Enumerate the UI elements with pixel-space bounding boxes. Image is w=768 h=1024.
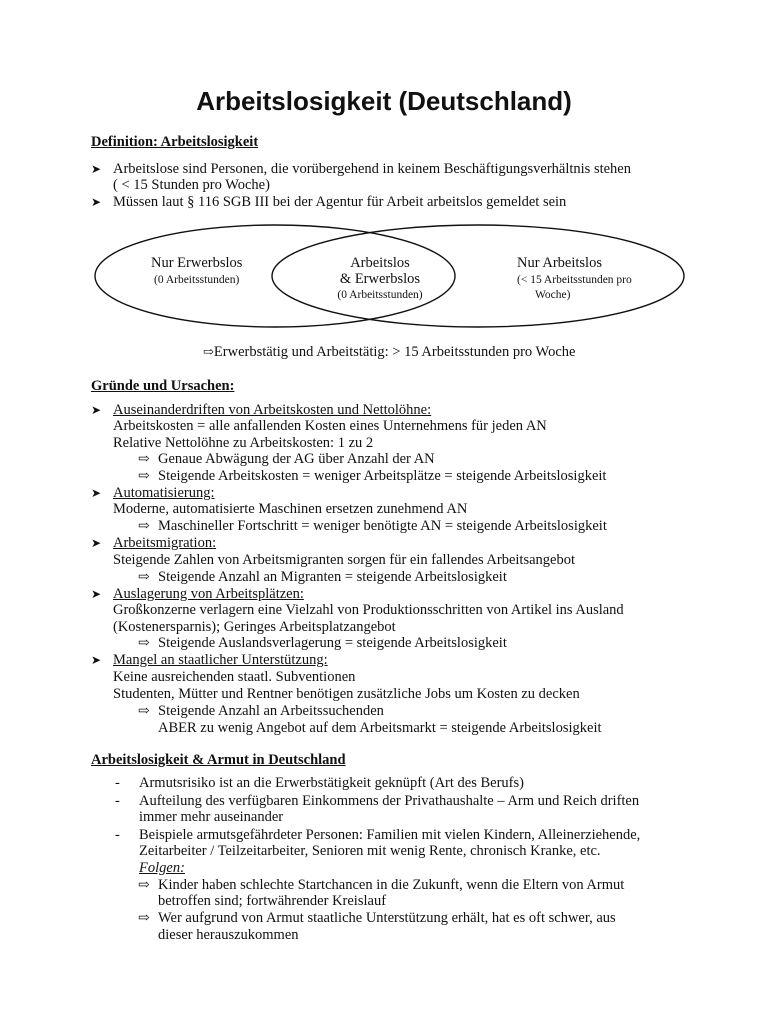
text-line: Steigende Zahlen von Arbeitsmigranten sorgen für ein fallendes Arbeitsangebot (113, 552, 575, 568)
list-item: - Beispiele armutsgefährdeter Personen: Familien mit vielen Kindern, Alleinerziehende, (115, 827, 641, 843)
venn-mid-label-2: & Erwerbslos (339, 271, 421, 287)
list-item: ➤ Arbeitslose sind Personen, die vorübergehend in keinem Beschäftigungsverhältnis stehen (91, 161, 631, 177)
list-item: ➤ Arbeitsmigration: (91, 535, 217, 551)
bullet-arrow-icon: ➤ (91, 587, 102, 601)
arrow-right-icon: ⇨ (203, 344, 214, 359)
armut-heading: Arbeitslosigkeit & Armut in Deutschland (91, 752, 346, 768)
definition-heading: Definition: Arbeitslosigkeit (91, 134, 259, 150)
list-item: ➤ Mangel an staatlicher Unterstützung: (91, 652, 328, 668)
sub-item: ⇨ Maschineller Fortschritt = weniger benötigte AN = steigende Arbeitslosigkeit (138, 518, 607, 534)
text-line: Großkonzerne verlagern eine Vielzahl von Produktionsschritten von Artikel ins Ausland (113, 602, 624, 618)
text-line: Studenten, Mütter und Rentner benötigen zusätzliche Jobs um Kosten zu decken (113, 686, 580, 702)
text-line: Relative Nettolöhne zu Arbeitskosten: 1 zu 2 (113, 435, 374, 451)
page-title: Arbeitslosigkeit (Deutschland) (196, 86, 572, 116)
folgen-label: Folgen: (139, 860, 185, 876)
text-line: Moderne, automatisierte Maschinen ersetzen zunehmend AN (113, 501, 468, 517)
arrow-right-icon: ⇨ (138, 636, 150, 651)
arrow-right-icon: ⇨ (138, 570, 150, 585)
list-item: ➤ Auseinanderdriften von Arbeitskosten und Nettolöhne: (91, 402, 432, 418)
sub-item: ⇨ Wer aufgrund von Armut staatliche Unterstützung erhält, hat es oft schwer, aus (138, 910, 616, 926)
arrow-right-icon: ⇨ (138, 878, 150, 893)
gruende-heading: Gründe und Ursachen: (91, 378, 235, 394)
list-item: ➤ Automatisierung: (91, 485, 215, 501)
text-line: betroffen sind; fortwährender Kreislauf (158, 893, 387, 909)
sub-item: ⇨ Steigende Arbeitskosten = weniger Arbeitsplätze = steigende Arbeitslosigkeit (138, 468, 607, 484)
venn-right-label: Nur Arbeitslos (517, 255, 602, 271)
bullet-arrow-icon: ➤ (91, 195, 102, 209)
sub-item: ⇨ Genaue Abwägung der AG über Anzahl der AN (138, 451, 435, 467)
text-line: Zeitarbeiter / Teilzeitarbeiter, Senioren mit wenig Rente, chronisch Kranke, etc. (139, 843, 601, 859)
list-item-continuation: ( < 15 Stunden pro Woche) (113, 177, 270, 193)
bullet-arrow-icon: ➤ (91, 486, 102, 500)
text-line: dieser herauszukommen (158, 927, 299, 943)
text-line: (Kostenersparnis); Geringes Arbeitsplatzangebot (113, 619, 396, 635)
arrow-right-icon: ⇨ (138, 519, 150, 534)
bullet-arrow-icon: ➤ (91, 162, 102, 176)
venn-left-label: Nur Erwerbslos (151, 255, 243, 271)
arrow-right-icon: ⇨ (138, 452, 150, 467)
list-item: - Aufteilung des verfügbaren Einkommens der Privathaushalte – Arm und Reich driften (115, 793, 640, 809)
sub-item: ⇨ Kinder haben schlechte Startchancen in die Zukunft, wenn die Eltern von Armut (138, 877, 625, 893)
arrow-right-icon: ⇨ (138, 911, 150, 926)
text-line: Keine ausreichenden staatl. Subventionen (113, 669, 356, 685)
text-line: ABER zu wenig Angebot auf dem Arbeitsmarkt = steigende Arbeitslosigkeit (158, 720, 602, 736)
arrow-right-icon: ⇨ (138, 704, 150, 719)
list-item: ➤ Auslagerung von Arbeitsplätzen: (91, 586, 304, 602)
list-item: ➤ Müssen laut § 116 SGB III bei der Agentur für Arbeit arbeitslos gemeldet sein (91, 194, 567, 210)
venn-mid-label-1: Arbeitslos (350, 255, 410, 271)
venn-conclusion: ⇨Erwerbstätig und Arbeitstätig: > 15 Arbeitsstunden pro Woche (203, 344, 576, 360)
bullet-arrow-icon: ➤ (91, 403, 102, 417)
list-item: - Armutsrisiko ist an die Erwerbstätigkeit geknüpft (Art des Berufs) (115, 775, 524, 791)
venn-right-sub-1: (< 15 Arbeitsstunden pro (517, 274, 632, 286)
venn-mid-sub: (0 Arbeitsstunden) (337, 289, 423, 301)
sub-item: ⇨ Steigende Anzahl an Arbeitssuchenden (138, 703, 384, 719)
bullet-arrow-icon: ➤ (91, 536, 102, 550)
bullet-arrow-icon: ➤ (91, 653, 102, 667)
text-line: immer mehr auseinander (139, 809, 284, 825)
text-line: Arbeitskosten = alle anfallenden Kosten eines Unternehmens für jeden AN (113, 418, 547, 434)
venn-right-sub-2: Woche) (535, 289, 571, 301)
sub-item: ⇨ Steigende Auslandsverlagerung = steigende Arbeitslosigkeit (138, 635, 507, 651)
arrow-right-icon: ⇨ (138, 469, 150, 484)
sub-item: ⇨ Steigende Anzahl an Migranten = steigende Arbeitslosigkeit (138, 569, 507, 585)
venn-left-sub: (0 Arbeitsstunden) (154, 274, 240, 286)
